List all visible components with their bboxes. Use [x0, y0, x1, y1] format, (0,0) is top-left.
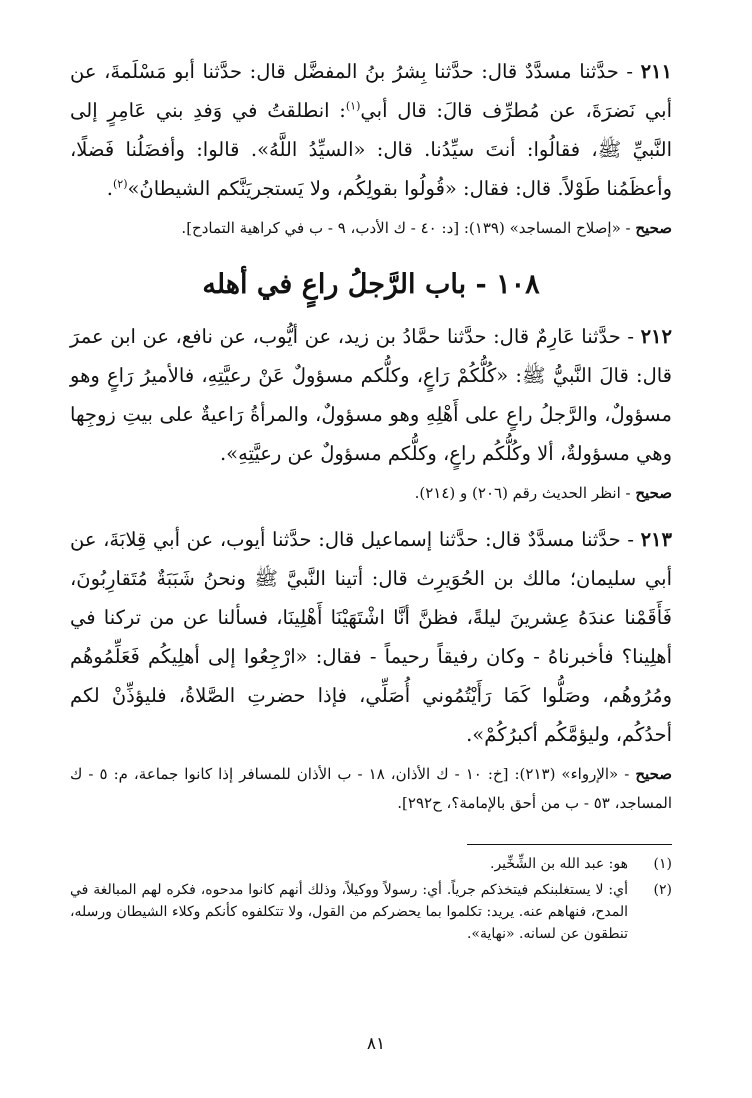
footnote-ref[interactable]: (١)	[345, 99, 361, 113]
footnote-divider	[467, 844, 672, 845]
footnote-number: (١)	[653, 856, 672, 872]
hadith-grade	[70, 214, 672, 243]
page-number: ٨١	[366, 1034, 386, 1054]
footnote-text: هو: عبد الله بن الشِّخِّير.	[490, 856, 628, 872]
hadith-text: حدَّثنا عَارِمٌ قال: حدَّثنا حمَّادُ بن زيد، عن أيُّوب، عن نافع، عن ابن عمرَ قال: قالَ النَّبيُّ ﷺ: «كُلُّكُمْ رَاعٍ، وكلُّكم مسؤولٌ عَنْ رعيَّتِهِ، فالأميرُ رَاعٍ وهو مسؤولٌ، والرَّجلُ راعٍ على أَهْلِهِ وهو مسؤولٌ، والمرأةُ رَاعيةٌ على بيتِ زوجِها وهي مسؤولةٌ، ألا وكُلُّكُم راعٍ، وكلُّكم مسؤولٌ عن رعيَّتِهِ».	[70, 325, 672, 465]
spacer	[70, 508, 672, 520]
hadith-number: ٢١١	[640, 60, 672, 83]
footnote-item	[70, 879, 672, 945]
footnote-ref[interactable]: (٢)	[112, 177, 128, 191]
chapter-heading: ١٠٨ - باب الرَّجلُ راعٍ في أهله	[202, 269, 540, 300]
grade-label: صحيح	[635, 219, 672, 237]
hadith-end: .	[106, 177, 113, 200]
footnote-text: أي: لا يستغلبنكم فيتخذكم جرياً. أي: رسولاً ووكيلاً، وذلك أنهم كانوا مدحوه، فكره لهم المبالغة في المدح، فنهاهم عنه. يريد: تكلموا بما يحضركم من القول، ولا تتكلفوه كأنكم وكلاء الشيطان ورسله، تنطقون عن لسانه. «نهاية».	[70, 882, 628, 942]
hadith-text: حدَّثنا مسدَّدٌ قال: حدَّثنا إسماعيل قال: حدَّثنا أيوب، عن أبي قِلابَةَ، عن أبي سليمان؛ مالك بن الحُوَيرِث قال: أتينا النَّبيَّ ﷺ ونحنُ شَبَبَةٌ مُتَقارِبُونَ، فَأَقَمْنا عندَهُ عِشرينَ ليلةً، فظنَّ أنَّا اشْتَهَيْنَا أَهْلِينَا، فسألنا عن من تركنا في أهلِينا؟ فأخبرناهُ - وكان رفيقاً رحيماً - فقال: «ارْجِعُوا إلى أهلِيكُم فَعَلِّمُوهُم ومُرُوهُم، وصَلُّوا كَمَا رَأَيْتُمُوني أُصَلِّي، فإذا حضرتِ الصَّلاةُ، فليؤذِّنْ لكم أحدُكُم، وليؤمَّكُم أكبرُكُمْ».	[70, 528, 672, 746]
hadith-text: حدَّثنا مسدَّدٌ قال: حدَّثنا بِشرُ بنُ المفضَّل قال: حدَّثنا أبو مَسْلَمةَ، عن أبي نَضرَةَ، عن مُطرِّف قالَ: قال أبي	[70, 60, 672, 122]
hadith-grade	[70, 760, 672, 818]
hadith-grade	[70, 479, 672, 508]
grade-label: صحيح	[635, 484, 672, 502]
grade-source: - «الإرواء» (٢١٣): [خ: ١٠ - ك الأذان، ١٨ - ب الأذان للمسافر إذا كانوا جماعة، م: ٥ - ك المساجد، ٥٣ - ب من أحق بالإمامة؟، ح٢٩٢].	[70, 765, 672, 812]
hadith-number: ٢١٣	[640, 528, 672, 551]
footnotes	[70, 853, 672, 945]
footnote-number: (٢)	[653, 882, 672, 898]
hadith-212: ٢١٢ - حدَّثنا عَارِمٌ قال: حدَّثنا حمَّادُ بن زيد، عن أيُّوب، عن نافع، عن ابن عمرَ قال: قالَ النَّبيُّ ﷺ: «كُلُّكُمْ رَاعٍ، وكلُّكم مسؤولٌ عَنْ رعيَّتِهِ، فالأميرُ رَاعٍ وهو مسؤولٌ، والرَّجلُ راعٍ على أَهْلِهِ وهو مسؤولٌ، والمرأةُ رَاعيةٌ على بيتِ زوجِها وهي مسؤولةٌ، ألا وكُلُّكُم راعٍ، وكلُّكم مسؤولٌ عن رعيَّتِهِ».	[70, 325, 672, 465]
footnote-item	[70, 853, 672, 875]
hadith-213: ٢١٣ - حدَّثنا مسدَّدٌ قال: حدَّثنا إسماعيل قال: حدَّثنا أيوب، عن أبي قِلابَةَ، عن أبي سليمان؛ مالك بن الحُوَيرِث قال: أتينا النَّبيَّ ﷺ ونحنُ شَبَبَةٌ مُتَقارِبُونَ، فَأَقَمْنا عندَهُ عِشرينَ ليلةً، فظنَّ أنَّا اشْتَهَيْنَا أَهْلِينَا، فسألنا عن من تركنا في أهلِينا؟ فأخبرناهُ - وكان رفيقاً رحيماً - فقال: «ارْجِعُوا إلى أهلِيكُم فَعَلِّمُوهُم ومُرُوهُم، وصَلُّوا كَمَا رَأَيْتُمُوني أُصَلِّي، فإذا حضرتِ الصَّلاةُ، فليؤذِّنْ لكم أحدُكُم، وليؤمَّكُم أكبرُكُمْ».	[70, 528, 672, 746]
hadith-text-continued: : انطلقتُ في وَفدِ بني عَامِرٍ إلى النَّبيِّ ﷺ، فقالُوا: أنتَ سيِّدُنا. قال: «السيِّدُ اللَّهُ». قالوا: وأفضَلُنا فَضلًا، وأعظَمُنا طَوْلاً. قال: فقال: «قُولُوا بقولِكُم، ولا يَستجريَنَّكم الشيطانُ»	[70, 99, 672, 200]
hadith-211: ٢١١ - حدَّثنا مسدَّدٌ قال: حدَّثنا بِشرُ بنُ المفضَّل قال: حدَّثنا أبو مَسْلَمةَ، عن أبي نَضرَةَ، عن مُطرِّف قالَ: قال أبي$^{(١)}$: انطلقتُ في وَفدِ بني عَامِرٍ إلى النَّبيِّ ﷺ، فقالُوا: أنتَ سيِّدُنا. قال: «السيِّدُ اللَّهُ». قالوا: وأفضَلُنا فَضلًا، وأعظَمُنا طَوْلاً. قال: فقال: «قُولُوا بقولِكُم، ولا يَستجريَنَّكم الشيطانُ»$^{(٢)}$.	[70, 60, 672, 200]
hadith-number: ٢١٢	[640, 325, 672, 348]
grade-source: - «إصلاح المساجد» (١٣٩): [د: ٤٠ - ك الأدب، ٩ - ب في كراهية التمادح].	[181, 219, 631, 237]
grade-label: صحيح	[635, 765, 672, 783]
grade-source: - انظر الحديث رقم (٢٠٦) و (٢١٤).	[414, 484, 631, 502]
